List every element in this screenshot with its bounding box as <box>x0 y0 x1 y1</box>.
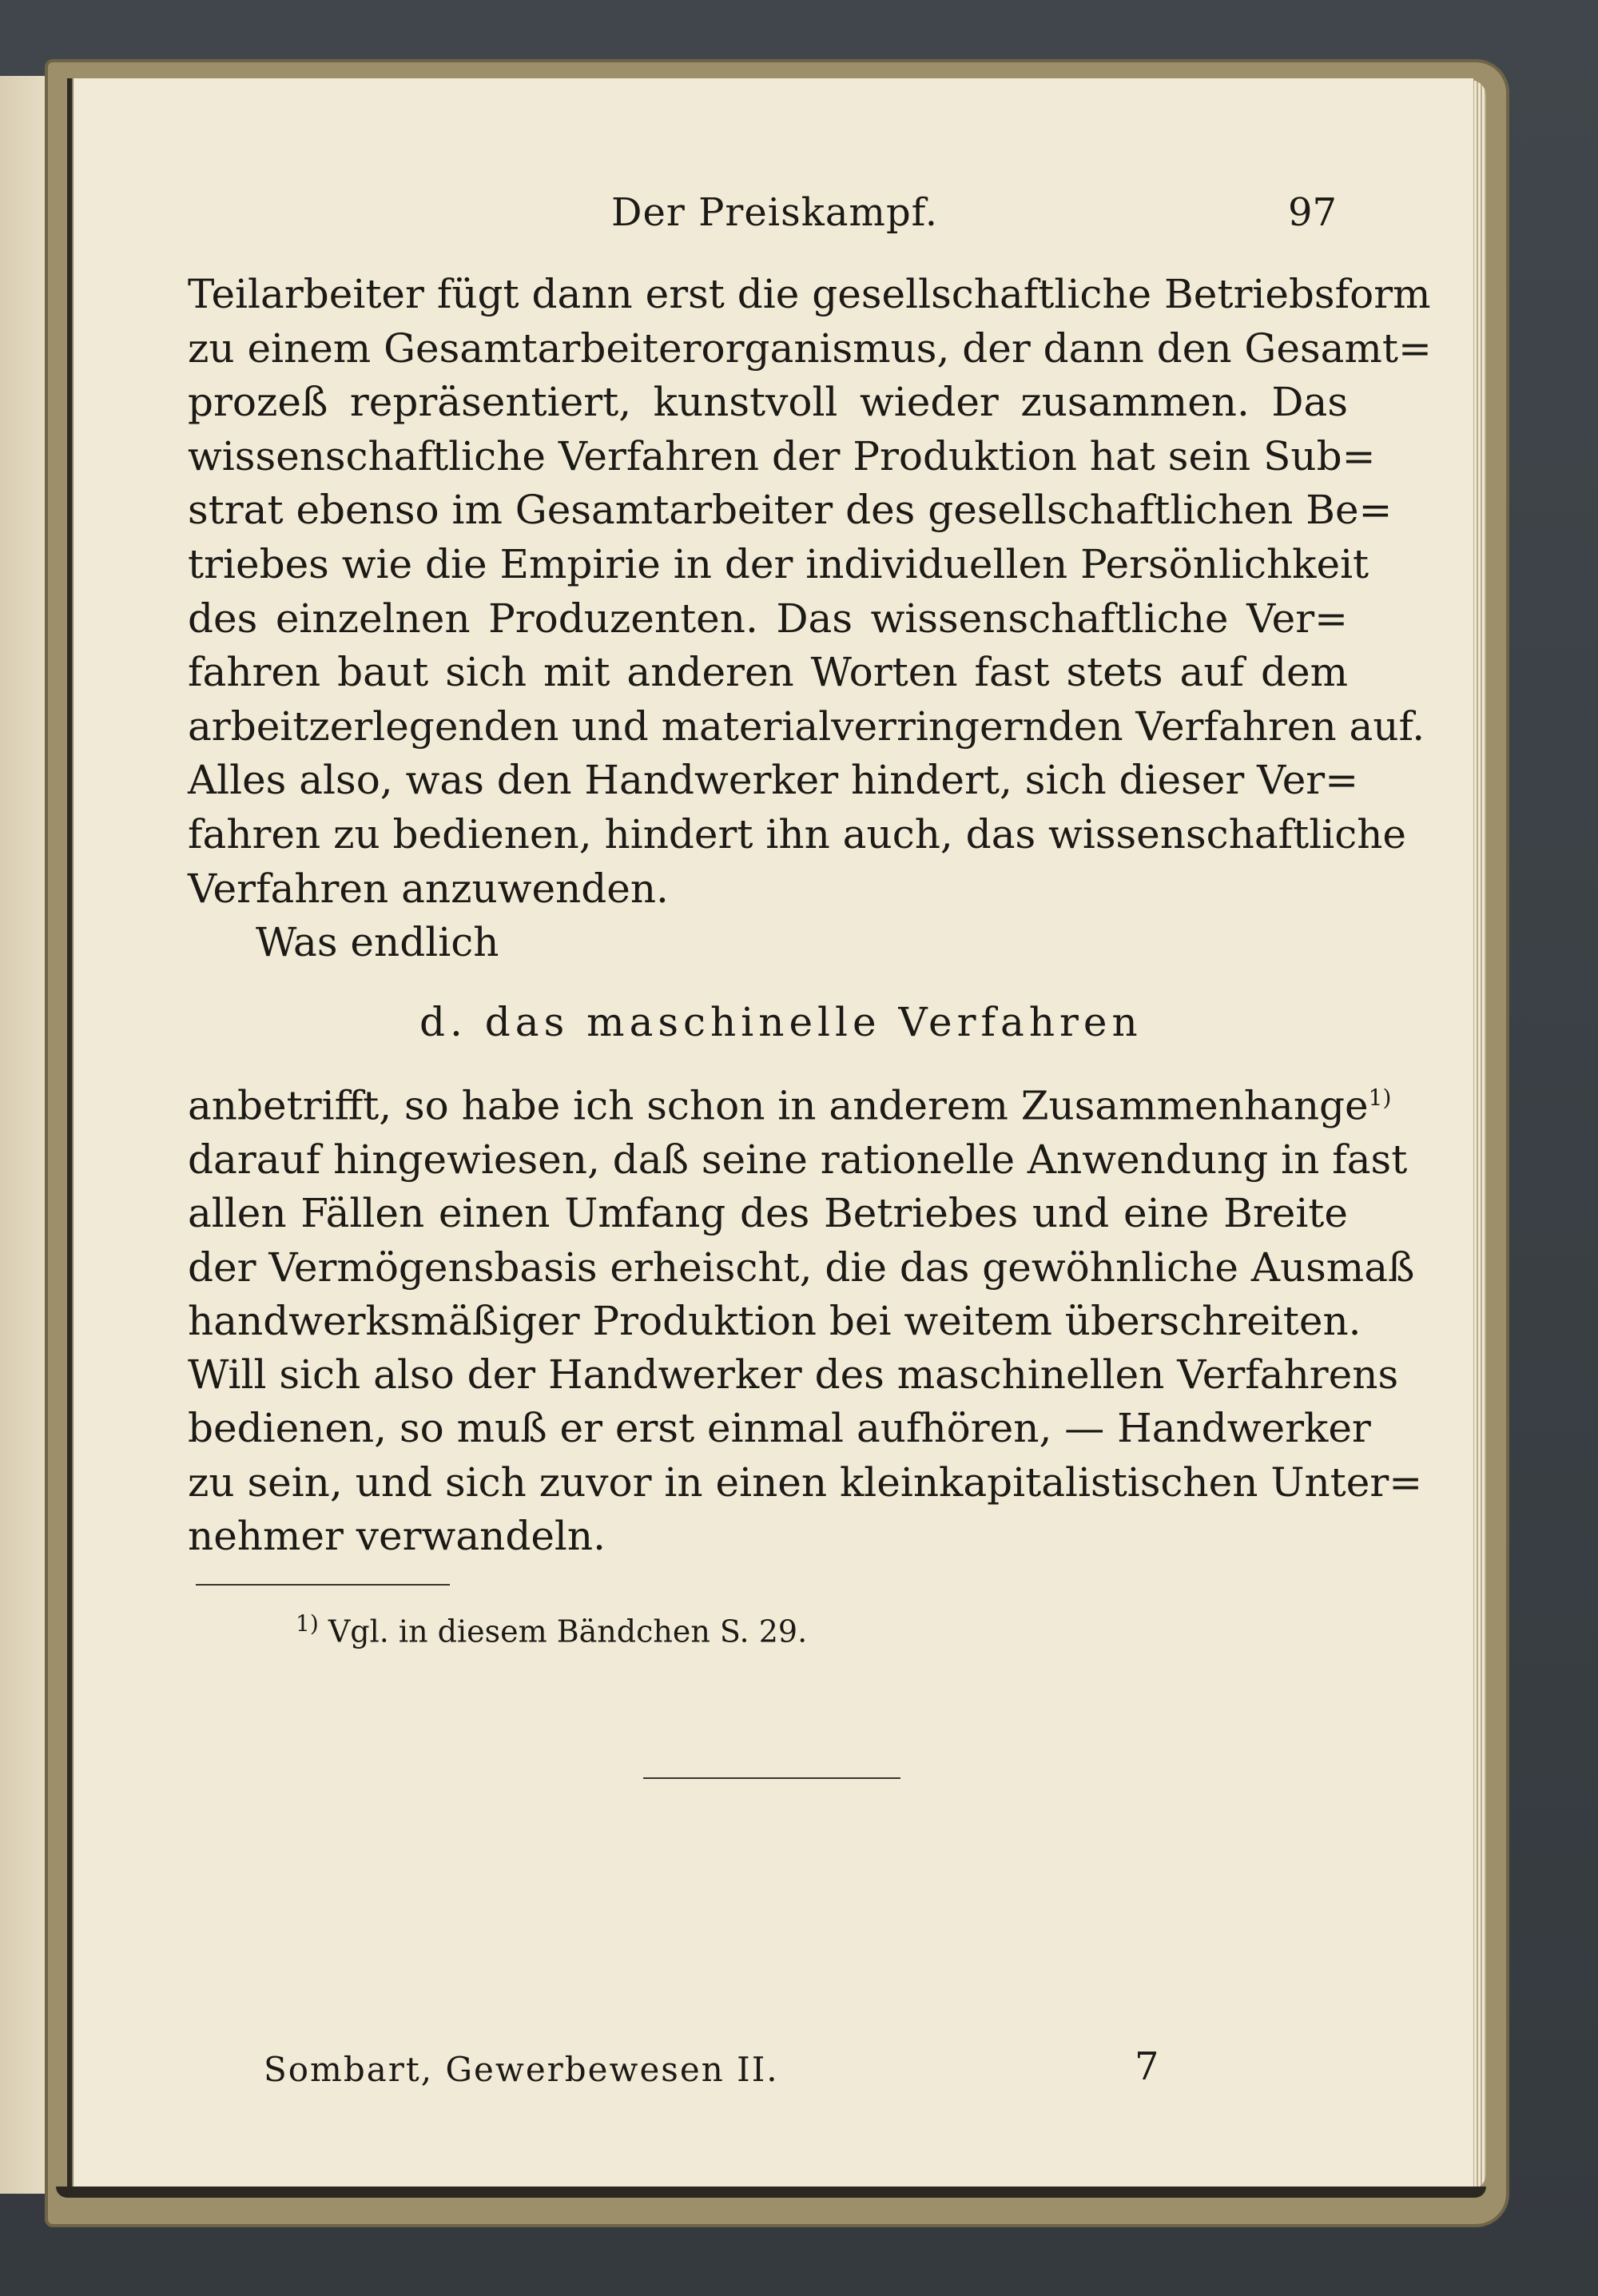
text-line: nehmer verwandeln. <box>188 1513 606 1560</box>
text-line: arbeitzerlegenden und materialverringernden Verfahren auf. <box>188 702 1425 750</box>
text-line: zu sein, und sich zuvor in einen kleinkapitalistischen Unter= <box>188 1458 1423 1506</box>
footnote <box>296 1610 807 1649</box>
text-line: fahren baut sich mit anderen Worten fast stets auf dem <box>188 649 1348 696</box>
line-text: anbetrifft, so habe ich schon in anderem Zusammenhange <box>188 1082 1369 1129</box>
text-line: darauf hingewiesen, daß seine rationelle Anwendung in fast <box>188 1136 1408 1183</box>
running-head: Der Preiskampf. <box>611 190 938 235</box>
text-line: Will sich also der Handwerker des maschinellen Verfahrens <box>188 1351 1399 1399</box>
text-line: bedienen, so muß er erst einmal aufhören, — Handwerker <box>188 1405 1371 1452</box>
text-line: handwerksmäßiger Produktion bei weitem überschreiten. <box>188 1297 1361 1344</box>
text-line: prozeß repräsentiert, kunstvoll wieder zusammen. Das <box>188 379 1348 426</box>
text-line <box>188 1071 1392 1133</box>
text-line: triebes wie die Empirie in der individuellen Persönlichkeit <box>188 540 1369 587</box>
text-line: Alles also, was den Handwerker hindert, sich dieser Ver= <box>188 757 1359 804</box>
body-paragraph-2 <box>188 1071 1423 1563</box>
footnote-marker: 1) <box>296 1610 319 1637</box>
cover-bottom-edge <box>56 2187 1486 2198</box>
signature-number: 7 <box>1135 2044 1159 2089</box>
end-divider <box>643 1777 900 1779</box>
text-line: Teilarbeiter fügt dann erst die gesellschaftliche Betriebsform <box>188 271 1431 317</box>
text-line: Was endlich <box>256 919 499 966</box>
text-line: strat ebenso im Gesamtarbeiter des gesellschaftlichen Be= <box>188 487 1393 534</box>
section-heading: d. das maschinelle Verfahren <box>419 999 1143 1045</box>
body-paragraph-1 <box>188 268 1432 970</box>
text-line: des einzelnen Produzenten. Das wissenschaftliche Ver= <box>188 595 1348 642</box>
printer-signature: Sombart, Gewerbewesen II. <box>264 2050 779 2089</box>
text-line: zu einem Gesamtarbeiterorganismus, der dann den Gesamt= <box>188 324 1432 372</box>
footnote-divider <box>196 1584 450 1586</box>
footnote-text: Vgl. in diesem Bändchen S. 29. <box>328 1614 808 1649</box>
footnote-reference: 1) <box>1368 1084 1392 1111</box>
page-number: 97 <box>1288 190 1338 235</box>
text-line: wissenschaftliche Verfahren der Produktion hat sein Sub= <box>188 432 1376 479</box>
text-line: fahren zu bedienen, hindert ihn auch, das wissenschaftliche <box>188 810 1406 858</box>
text-line: Verfahren anzuwenden. <box>188 865 669 912</box>
text-line: der Vermögensbasis erheischt, die das gewöhnliche Ausmaß <box>188 1244 1415 1291</box>
text-line: allen Fällen einen Umfang des Betriebes und eine Breite <box>188 1190 1348 1237</box>
gutter <box>67 78 72 2188</box>
